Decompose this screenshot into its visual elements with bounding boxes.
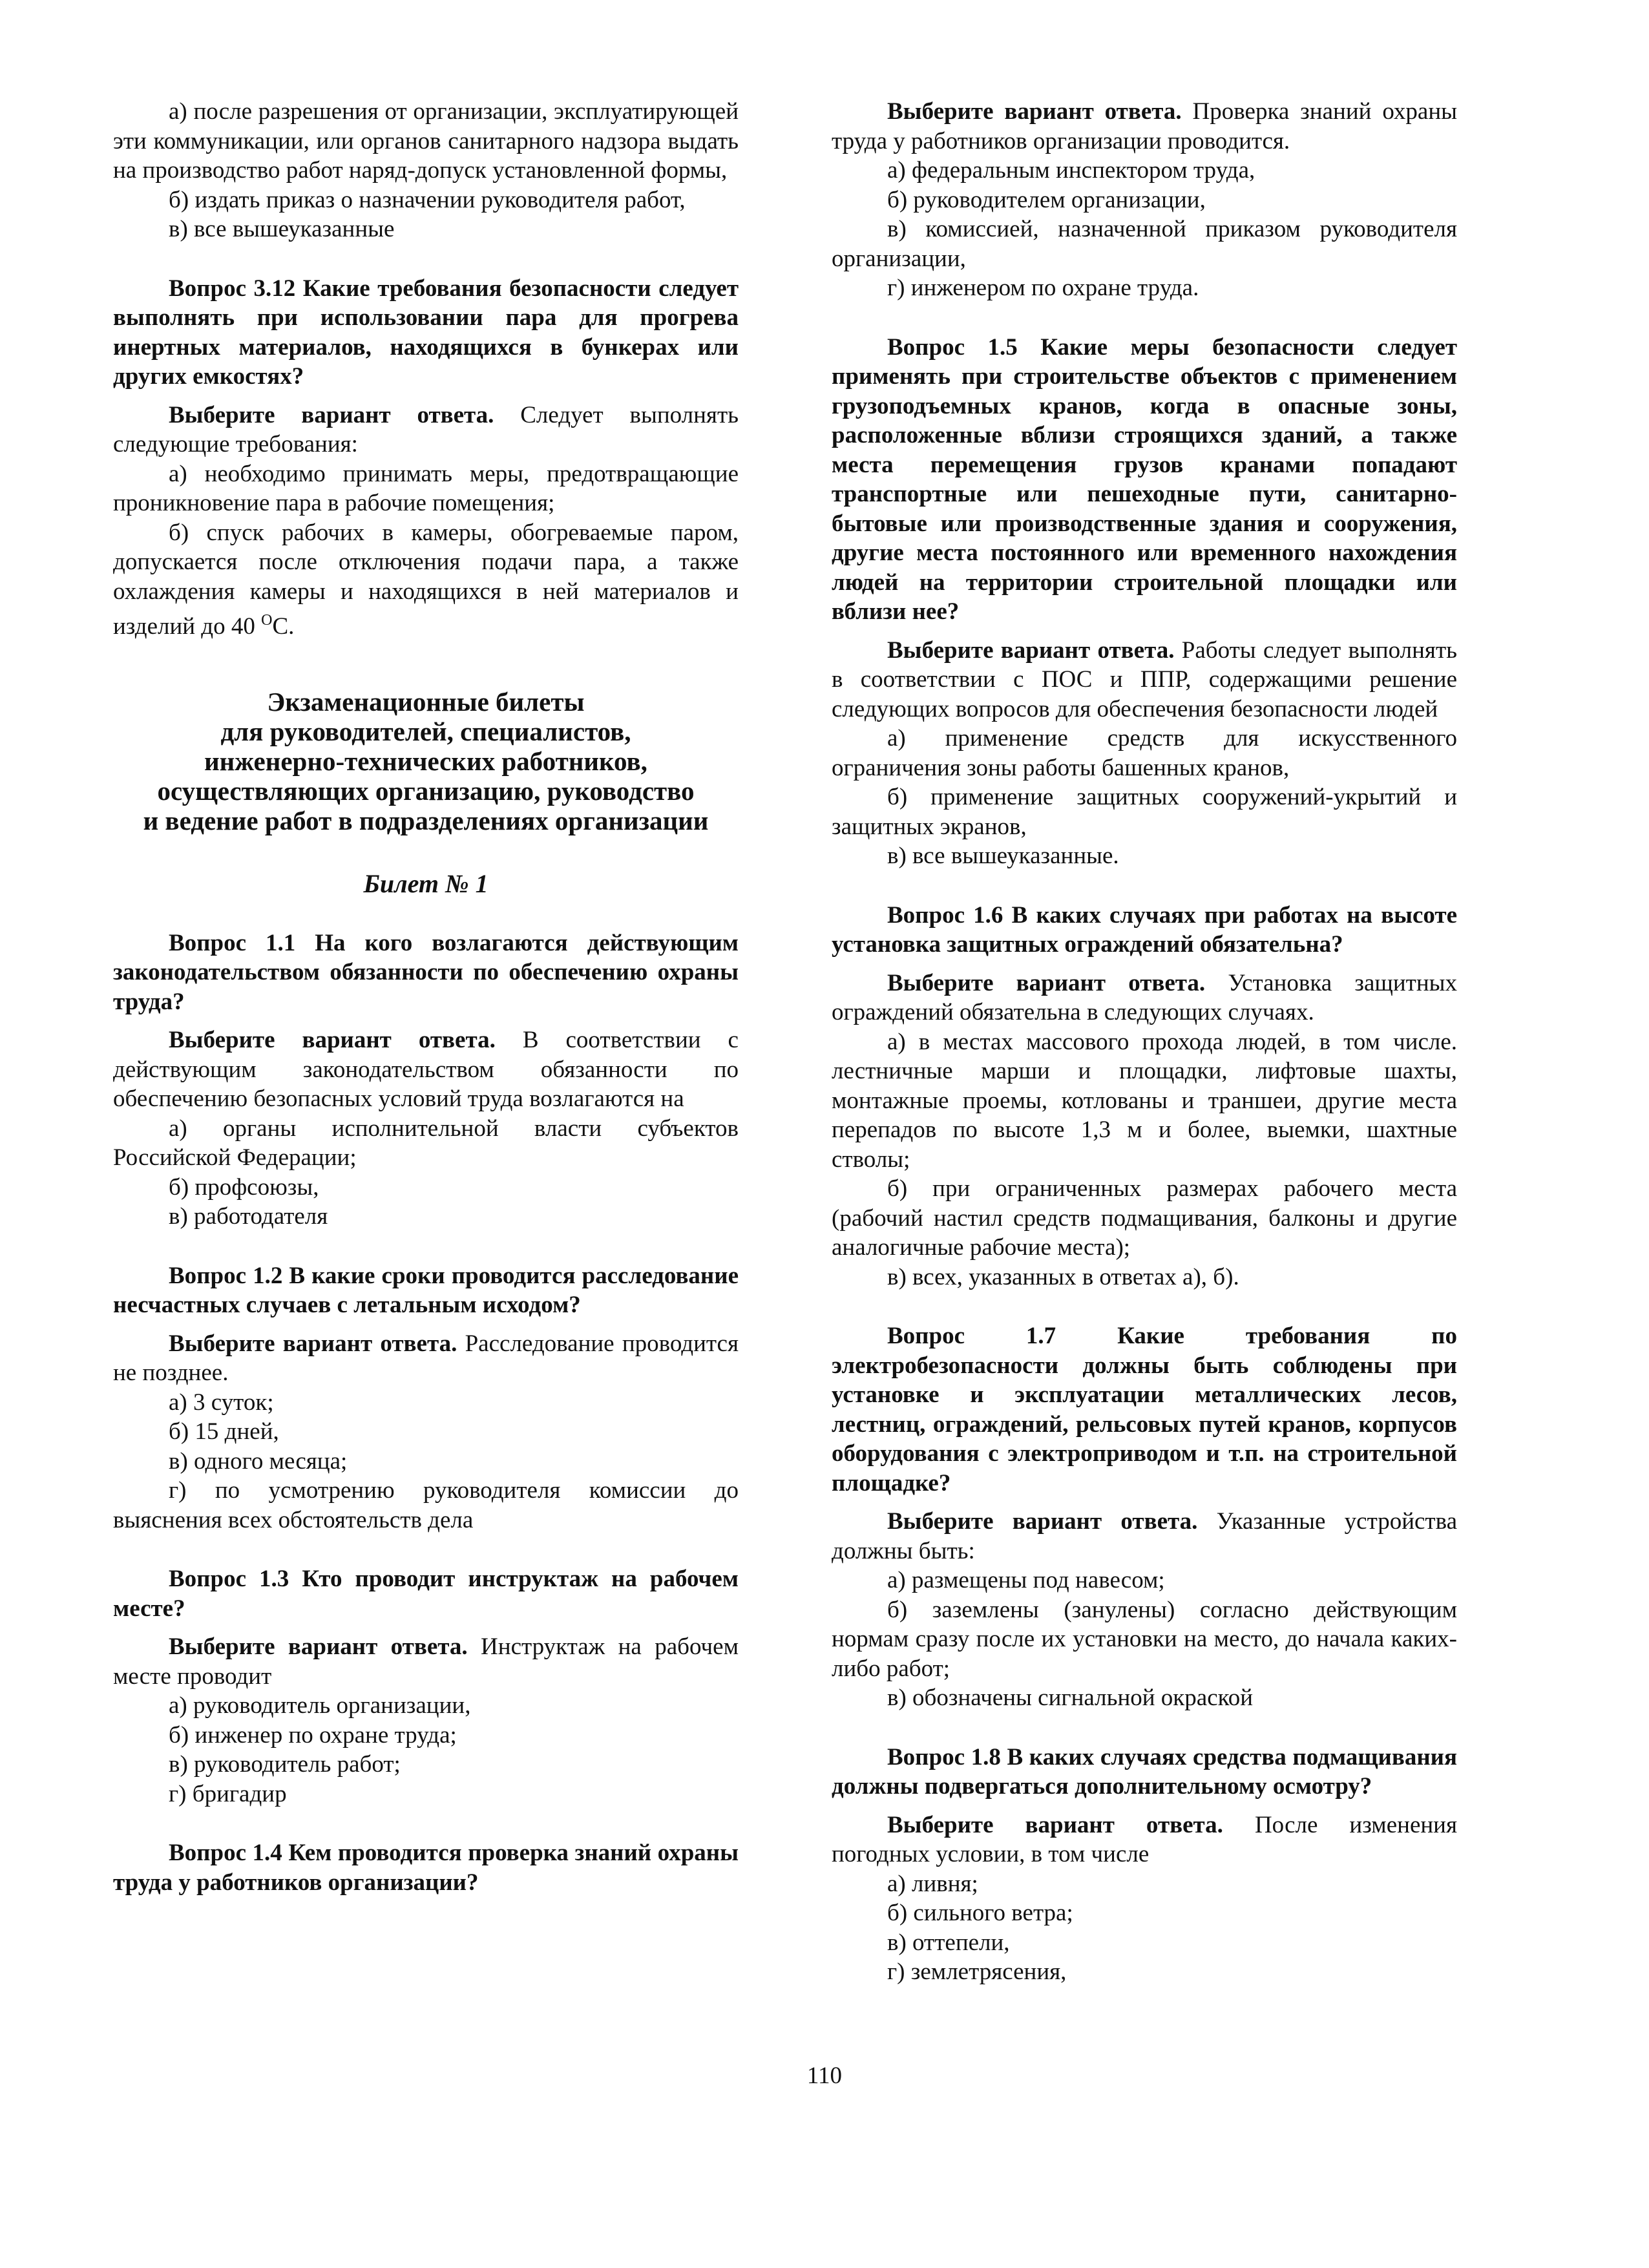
question-3-12: Вопрос 3.12 Какие требования безопасности следует выполнять при использовании пара для прогрева инертных материалов, находящихся в бункерах или других емкостях? (113, 275, 739, 390)
section-title (113, 687, 739, 835)
option-1-1-b: б) профсоюзы, (169, 1173, 319, 1201)
option-1-8-c: в) оттепели, (887, 1929, 1010, 1956)
option-1-2-a: а) 3 суток; (169, 1389, 274, 1416)
section-title-line: и ведение работ в подразделениях организации (143, 805, 709, 835)
answer-label: Выберите вариант ответа. (169, 1027, 496, 1053)
option-1-8-b: б) сильного ветра; (887, 1900, 1073, 1926)
option-3-12-b (113, 518, 739, 642)
answer-label: Выберите вариант ответа. (887, 1508, 1198, 1535)
answer-intro-3-12 (113, 401, 739, 459)
answer-intro-text: Проверка знаний охраны труда у работников организации проводится. (832, 98, 1457, 154)
question-1-3: Вопрос 1.3 Кто проводит инструктаж на рабочем месте? (113, 1566, 739, 1622)
answer-intro-1-3 (113, 1632, 739, 1691)
option-1-8-a: а) ливня; (887, 1870, 978, 1897)
section-title-line: Экзаменационные билеты (267, 686, 585, 717)
answer-intro-1-8 (832, 1811, 1457, 1869)
question-1-2: Вопрос 1.2 В какие сроки проводится расследование несчастных случаев с летальным исходом? (113, 1262, 739, 1318)
option-1-2-d: г) по усмотрению руководителя комиссии до выяснения всех обстоятельств дела (113, 1477, 739, 1533)
left-column (113, 97, 739, 1897)
option-1-7-c: в) обозначены сигнальной окраской (887, 1685, 1254, 1711)
section-title-line: осуществляющих организацию, руководство (157, 775, 695, 806)
degree-superscript: O (261, 612, 273, 629)
option-1-6-a: а) в местах массового прохода людей, в том числе. лестничные марши и площадки, лифтовые шахты, монтажные проемы, котлованы и траншеи, другие места перепадов по высоте 1,3 м и более, выемки, шахтные стволы; (832, 1028, 1457, 1173)
question-1-1: Вопрос 1.1 На кого возлагаются действующим законодательством обязанности по обеспечению охраны труда? (113, 929, 739, 1015)
answer-intro-text: Работы следует выполнять в соответствии с ПОС и ППР, содержащими решение следующих вопросов для обеспечения безопасности людей (832, 636, 1457, 722)
question-1-8: Вопрос 1.8 В каких случаях средства подмащивания должны подвергаться дополнительному осмотру? (832, 1743, 1457, 1800)
option-1-3-d: г) бригадир (169, 1780, 287, 1807)
option-1-4-d: г) инженером по охране труда. (887, 275, 1199, 301)
answer-intro-text: Указанные устройства должны быть: (832, 1508, 1457, 1564)
continuation-option-a: а) после разрешения от организации, эксплуатирующей эти коммуникации, или органов санитарного надзора выдать на производство работ наряд-допуск установленной формы, (113, 98, 739, 184)
question-1-5: Вопрос 1.5 Какие меры безопасности следует применять при строительстве объектов с применением грузоподъемных кранов, когда в опасные зоны, расположенные вблизи строящихся зданий, а также места перемещения грузов кранами попадают транспортные или пешеходные пути, санитарно-бытовые или производственные здания и сооружения, другие места постоянного или временного нахождения людей на территории строительной площадки или вблизи нее? (832, 333, 1457, 625)
answer-label: Выберите вариант ответа. (887, 969, 1206, 996)
option-1-6-b: б) при ограниченных размерах рабочего места (рабочий настил средств подмащивания, балконы и другие аналогичные рабочие места); (832, 1175, 1457, 1261)
right-column (832, 97, 1457, 1987)
answer-intro-text: Следует выполнять следующие требования: (113, 401, 739, 457)
answer-label: Выберите вариант ответа. (169, 1633, 468, 1660)
option-1-2-b: б) 15 дней, (169, 1418, 279, 1445)
option-1-5-b: б) применение защитных сооружений-укрытий и защитных экранов, (832, 784, 1457, 840)
option-1-7-a: а) размещены под навесом; (887, 1567, 1165, 1593)
option-3-12-b-text: б) спуск рабочих в камеры, обогреваемые паром, допускается после отключения подачи пара, а также охлаждения камеры и находящихся в ней материалов и изделий до 40 (113, 519, 739, 640)
question-1-6: Вопрос 1.6 В каких случаях при работах на высоте установка защитных ограждений обязательна? (832, 901, 1457, 958)
option-1-3-a: а) руководитель организации, (169, 1692, 471, 1719)
question-1-7: Вопрос 1.7 Какие требования по электробезопасности должны быть соблюдены при установке и эксплуатации металлических лесов, лестниц, ограждений, рельсовых путей кранов, корпусов оборудования с электроприводом и т.п. на строительной площадке? (832, 1323, 1457, 1496)
answer-label: Выберите вариант ответа. (887, 1811, 1223, 1838)
continuation-option-c: в) все вышеуказанные (169, 216, 395, 242)
answer-intro-text: Инструктаж на рабочем месте проводит (113, 1633, 739, 1690)
option-1-1-a: а) органы исполнительной власти субъектов Российской Федерации; (113, 1115, 739, 1171)
option-1-5-a: а) применение средств для искусственного ограничения зоны работы башенных кранов, (832, 725, 1457, 781)
option-3-12-b-unit: C. (272, 613, 295, 640)
option-1-3-c: в) руководитель работ; (169, 1751, 401, 1778)
answer-intro-1-7 (832, 1507, 1457, 1566)
option-1-4-b: б) руководителем организации, (887, 186, 1206, 213)
option-1-2-c: в) одного месяца; (169, 1447, 348, 1475)
answer-label: Выберите вариант ответа. (169, 401, 494, 428)
option-1-6-c: в) всех, указанных в ответах а), б). (887, 1263, 1239, 1290)
answer-label: Выберите вариант ответа. (887, 98, 1182, 125)
answer-label: Выберите вариант ответа. (169, 1330, 457, 1357)
option-1-5-c: в) все вышеуказанные. (887, 843, 1119, 869)
answer-intro-1-5 (832, 636, 1457, 724)
option-1-3-b: б) инженер по охране труда; (169, 1721, 457, 1748)
page-number: 110 (806, 2063, 843, 2089)
option-1-8-d: г) землетрясения, (887, 1958, 1067, 1985)
option-1-7-b: б) заземлены (занулены) согласно действующим нормам сразу после их установки на место, до начала каких-либо работ; (832, 1596, 1457, 1682)
answer-intro-text: В соответствии с действующим законодательством обязанности по обеспечению безопасных условий труда возлагаются на (113, 1027, 739, 1112)
option-3-12-a: а) необходимо принимать меры, предотвращающие проникновение пара в рабочие помещения; (113, 460, 739, 516)
ticket-title: Билет № 1 (363, 868, 488, 898)
answer-intro-1-1 (113, 1025, 739, 1114)
option-1-4-c: в) комиссией, назначенной приказом руководителя организации, (832, 216, 1457, 272)
answer-intro-1-6 (832, 969, 1457, 1027)
question-1-4: Вопрос 1.4 Кем проводится проверка знаний охраны труда у работников организации? (113, 1840, 739, 1896)
answer-intro-text: Расследование проводится не позднее. (113, 1330, 739, 1386)
answer-intro-text: Установка защитных ограждений обязательна в следующих случаях. (832, 969, 1457, 1025)
section-title-line: инженерно-технических работников, (204, 746, 647, 776)
answer-intro-text: После изменения погодных условии, в том числе (832, 1811, 1457, 1867)
option-1-4-a: а) федеральным инспектором труда, (887, 157, 1255, 184)
continuation-option-b: б) издать приказ о назначении руководителя работ, (169, 186, 686, 213)
option-1-1-c: в) работодателя (169, 1203, 328, 1230)
answer-intro-1-2 (113, 1329, 739, 1388)
answer-label: Выберите вариант ответа. (887, 636, 1175, 664)
section-title-line: для руководителей, специалистов, (220, 716, 631, 746)
answer-intro-1-4 (832, 97, 1457, 156)
